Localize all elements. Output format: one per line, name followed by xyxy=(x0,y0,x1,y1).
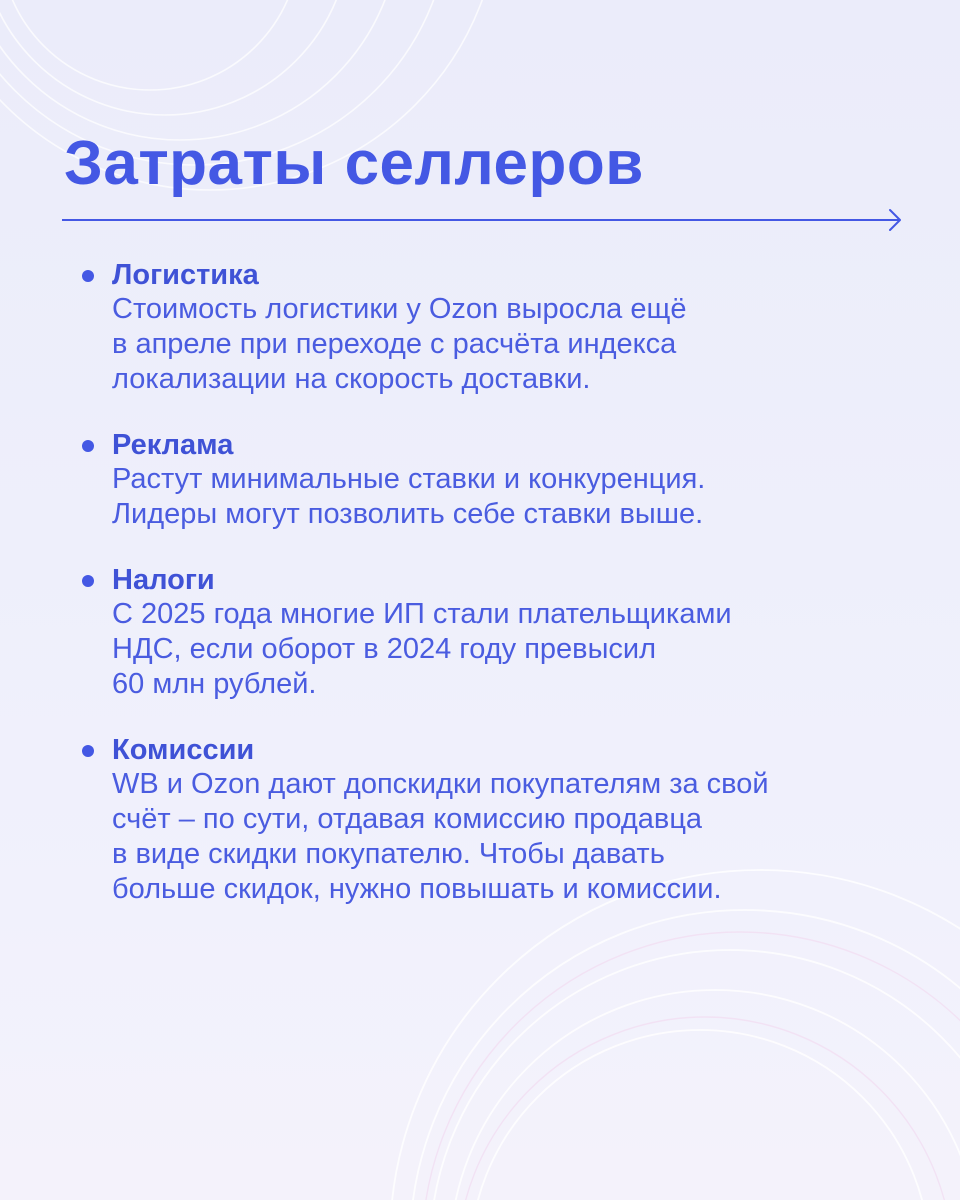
item-title: Логистика xyxy=(112,259,259,291)
item-text-line: Растут минимальные ставки и конкуренция. xyxy=(112,463,706,495)
expense-list xyxy=(82,258,922,938)
item-text-line: счёт – по сути, отдавая комиссию продавца xyxy=(112,803,703,835)
bullet-dot xyxy=(82,575,94,587)
list-item xyxy=(82,258,922,397)
item-text-line: WB и Ozon дают допскидки покупателям за свой xyxy=(112,768,769,800)
list-item xyxy=(82,563,922,702)
item-text-line: Лидеры могут позволить себе ставки выше. xyxy=(112,498,704,530)
item-text-line: НДС, если оборот в 2024 году превысил xyxy=(112,633,657,665)
item-title: Реклама xyxy=(112,429,234,461)
item-text-line: С 2025 года многие ИП стали плательщиками xyxy=(112,598,732,630)
item-title: Комиссии xyxy=(112,734,255,766)
item-text-line: в виде скидки покупателю. Чтобы давать xyxy=(112,838,665,870)
bullet-dot xyxy=(82,440,94,452)
list-item xyxy=(82,733,922,907)
item-text-line: Стоимость логистики у Ozon выросла ещё xyxy=(112,293,687,325)
list-item xyxy=(82,428,922,532)
bullet-dot xyxy=(82,745,94,757)
item-text-line: больше скидок, нужно повышать и комиссии. xyxy=(112,873,722,905)
item-title: Налоги xyxy=(112,564,215,596)
page-title: Затраты селлеров xyxy=(64,129,644,198)
item-text-line: 60 млн рублей. xyxy=(112,668,317,700)
item-text-line: локализации на скорость доставки. xyxy=(112,363,591,395)
arrow-divider xyxy=(62,206,904,234)
bullet-dot xyxy=(82,270,94,282)
item-text-line: в апреле при переходе с расчёта индекса xyxy=(112,328,677,360)
